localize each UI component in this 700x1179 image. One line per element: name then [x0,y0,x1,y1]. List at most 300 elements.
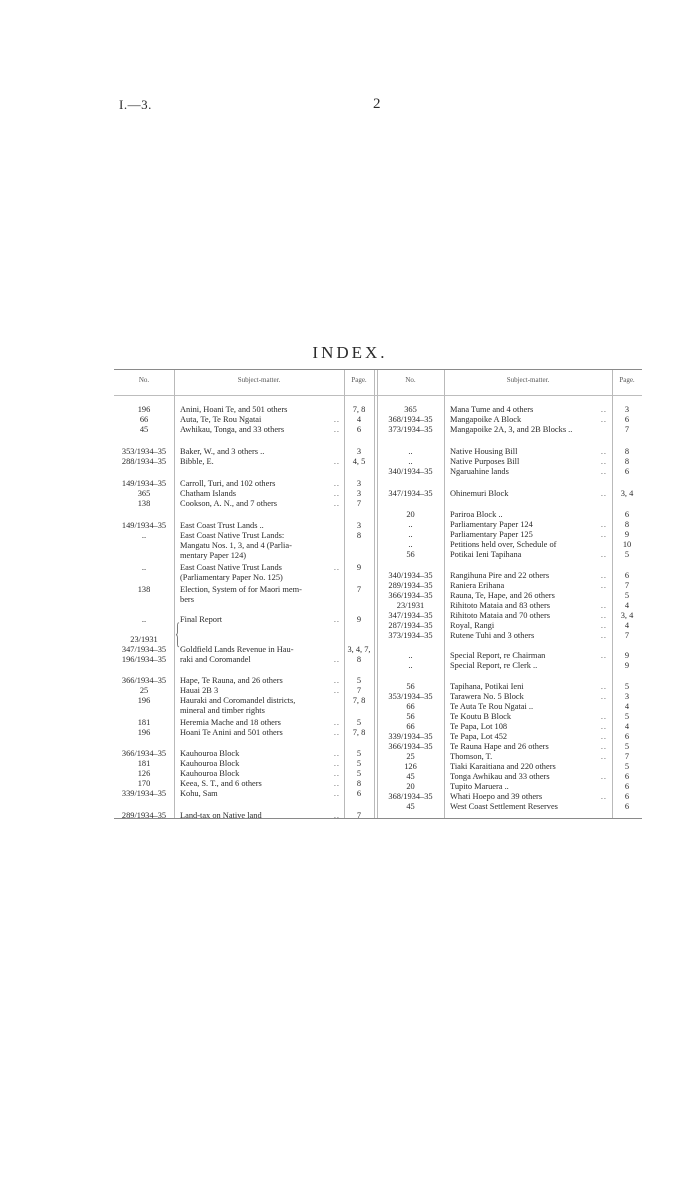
entry-subject: Te Rauna Hape and 26 others [450,742,549,751]
entry-page: 3, 4, 7, [347,645,371,654]
leader-dots: .. [600,520,607,529]
entry-number: .. [408,661,413,670]
index-entry [377,415,642,425]
index-entry [114,779,374,789]
entry-page: 5 [624,682,630,691]
entry-subject: Final Report [180,615,223,624]
leader-dots: .. [600,732,607,741]
leader-dots: .. [600,611,607,620]
entry-number: .. [141,563,147,572]
index-entry [377,762,642,772]
leader-dots: .. [600,631,607,640]
entry-subject: Native Purposes Bill [450,457,520,466]
entry-page: 8 [624,520,630,529]
index-entry [114,696,374,706]
entry-subject: Parliamentary Paper 125 [450,530,533,539]
leader-dots: .. [600,467,607,476]
entry-number: 373/1934–35 [388,425,433,434]
index-entry [377,732,642,742]
leader-dots: .. [333,769,340,778]
entry-page: 5 [624,550,630,559]
index-entry [377,510,642,520]
entry-number: 353/1934–35 [121,447,167,456]
index-entry [114,489,374,499]
entry-number: 45 [406,802,415,811]
entry-page: 7 [356,811,362,820]
index-entry [114,499,374,509]
entry-number: 287/1934–35 [388,621,433,630]
column-header-no: No. [405,376,416,384]
header-page-number: 2 [373,96,381,112]
entry-page: 3 [624,692,630,701]
entry-number: 288/1934–35 [121,457,167,466]
entry-subject: Kohu, Sam [180,789,218,798]
entry-subject: Rihitoto Mataia and 83 others [450,601,551,610]
leader-dots: .. [600,792,607,801]
leader-dots: .. [600,601,607,610]
index-entry [114,415,374,425]
entry-subject: Land-tax on Native land [180,811,262,820]
index-entry [377,611,642,621]
entry-number: 25 [406,752,415,761]
index-entry [377,752,642,762]
entry-subject: Hape, Te Rauna, and 26 others [180,676,283,685]
entry-page: 8 [624,447,630,456]
entry-page: 4, 5 [352,457,366,466]
entry-number: 366/1934–35 [388,742,433,751]
index-entry [114,686,374,696]
leader-dots: .. [600,722,607,731]
entry-subject: West Coast Settlement Reserves [450,802,558,811]
leader-dots: .. [600,489,607,498]
entry-page: 7 [624,425,630,434]
index-entry [114,811,374,821]
entry-number: 23/1931 [130,635,158,644]
leader-dots: .. [600,447,607,456]
index-entry [377,742,642,752]
entry-page: 10 [622,540,632,549]
entry-subject: (Parliamentary Paper No. 125) [180,573,283,582]
column-header-page: Page. [351,376,367,384]
index-title: INDEX. [312,343,388,362]
index-entry [377,772,642,782]
entry-page: 6 [624,415,630,424]
leader-dots: .. [333,489,340,498]
index-entry [114,405,374,415]
entry-page: 5 [624,762,630,771]
entry-subject: Anini, Hoani Te, and 501 others [180,405,288,414]
index-entry [114,635,374,645]
entry-subject: Tupito Maruera .. [450,782,509,791]
entry-number: 181 [137,759,151,768]
index-entry [114,425,374,435]
leader-dots: .. [333,563,340,572]
entry-subject: Te Papa, Lot 452 [450,732,508,741]
entry-number: .. [141,531,147,540]
entry-number: 347/1934–35 [121,645,167,654]
entry-number: 66 [406,702,415,711]
entry-subject: Kauhouroa Block [180,759,240,768]
index-entry [114,521,374,531]
entry-subject: mineral and timber rights [180,706,265,715]
entry-page: 3 [356,479,362,488]
entry-page: 5 [624,712,630,721]
entry-subject: Mangapoike 2A, 3, and 2B Blocks .. [450,425,573,434]
index-entry [114,655,374,665]
leader-dots: .. [333,479,340,488]
entry-page: 6 [624,772,630,781]
entry-number: 56 [406,682,415,691]
index-entry [377,621,642,631]
entry-subject: Rutene Tuhi and 3 others [450,631,535,640]
entry-subject: Mangapoike A Block [450,415,522,424]
entry-subject: Tapihana, Potikai Ieni [450,682,524,691]
entry-page: 6 [624,467,630,476]
leader-dots: .. [600,772,607,781]
leader-dots: .. [333,779,340,788]
entry-subject: Thomson, T. [450,752,493,761]
entry-subject: Chatham Islands [180,489,237,498]
entry-subject: Tonga Awhikau and 33 others [450,772,550,781]
index-entry [377,802,642,812]
index-entry [377,712,642,722]
entry-subject: Mana Tume and 4 others [450,405,534,414]
leader-dots: .. [600,405,607,414]
entry-page: 4 [624,621,630,630]
entry-number: 126 [404,762,417,771]
entry-page: 4 [624,722,630,731]
entry-page: 5 [356,759,362,768]
entry-number: 66 [139,415,149,424]
entry-page: 3 [624,405,630,414]
entry-subject: Bibble, E. [180,457,214,466]
entry-page: 7, 8 [352,696,366,705]
index-entry [377,782,642,792]
entry-number: 25 [139,686,149,695]
entry-page: 7, 8 [352,405,366,414]
entry-page: 3, 4 [620,611,634,620]
index-entry [114,789,374,799]
entry-subject: Potikai Ieni Tapihana [450,550,522,559]
entry-number: 373/1934–35 [388,631,433,640]
index-entry [377,591,642,601]
entry-number: 347/1934–35 [388,611,433,620]
index-entry [114,676,374,686]
entry-page: 8 [356,531,362,540]
leader-dots: .. [600,692,607,701]
entry-subject: Te Auta Te Rou Ngatai .. [450,702,534,711]
leader-dots: .. [333,425,340,434]
index-entry [114,759,374,769]
index-entry [114,551,374,561]
index-entry [377,530,642,540]
entry-page: 7 [356,585,362,594]
index-entry [377,661,642,671]
entry-number: 196 [137,405,151,414]
entry-subject: mentary Paper 124) [180,551,247,560]
entry-number: 353/1934–35 [388,692,433,701]
entry-number: 365 [404,405,417,414]
entry-subject: Kauhouroa Block [180,749,240,758]
entry-page: 3 [356,521,362,530]
header-doc-ref: I.—3. [119,97,152,112]
index-entry [114,645,374,655]
entry-number: 366/1934–35 [388,591,433,600]
index-entry [114,563,374,573]
index-entry [377,550,642,560]
entry-subject: Awhikau, Tonga, and 33 others [180,425,285,434]
entry-number: 289/1934–35 [121,811,167,820]
entry-number: 196 [137,728,151,737]
entry-subject: East Coast Trust Lands .. [180,521,264,530]
entry-subject: Hauraki and Coromandel districts, [180,696,296,705]
leader-dots: .. [333,457,340,466]
entry-number: 66 [406,722,415,731]
index-entry [114,706,374,716]
leader-dots: .. [600,571,607,580]
entry-subject: Rangihuna Pire and 22 others [450,571,550,580]
entry-page: 9 [356,615,362,624]
index-entry [377,425,642,435]
entry-page: 3, 4 [620,489,634,498]
entry-number: 196/1934–35 [121,655,167,664]
entry-page: 6 [624,782,630,791]
entry-subject: Auta, Te, Te Rou Ngatai [180,415,262,424]
entry-page: 6 [356,789,362,798]
entry-subject: Petitions held over, Schedule of [450,540,557,549]
index-entry [377,489,642,499]
table-header-rule [114,395,642,396]
index-entry [114,541,374,551]
entry-subject: Ngaruahine lands [450,467,509,476]
entry-subject: Rihitoto Mataia and 70 others [450,611,551,620]
entry-page: 5 [356,749,362,758]
entry-number: 45 [406,772,415,781]
entry-page: 6 [624,571,630,580]
entry-page: 3 [356,447,362,456]
leader-dots: .. [600,581,607,590]
leader-dots: .. [600,742,607,751]
leader-dots: .. [600,682,607,691]
entry-subject: Special Report, re Clerk .. [450,661,538,670]
entry-subject: Native Housing Bill [450,447,518,456]
index-entry [377,457,642,467]
entry-subject: Mangatu Nos. 1, 3, and 4 (Parlia- [180,541,292,550]
index-entry [114,531,374,541]
index-entry [377,405,642,415]
entry-subject: Carroll, Turi, and 102 others [180,479,276,488]
entry-subject: East Coast Native Trust Lands: [180,531,285,540]
entry-page: 8 [356,779,362,788]
entry-number: 126 [137,769,151,778]
leader-dots: .. [600,712,607,721]
entry-subject: Whati Hoepo and 39 others [450,792,543,801]
entry-page: 4 [624,702,630,711]
entry-page: 6 [356,425,362,434]
entry-subject: Rauna, Te, Hape, and 26 others [450,591,555,600]
entry-subject: Baker, W., and 3 others .. [180,447,265,456]
entry-number: 339/1934–35 [388,732,433,741]
entry-number: .. [408,651,413,660]
entry-number: 138 [137,585,151,594]
index-entry [114,573,374,583]
index-entry [114,447,374,457]
entry-page: 6 [624,802,630,811]
index-entry [377,467,642,477]
entry-page: 4 [624,601,630,610]
entry-page: 5 [624,591,630,600]
entry-subject: Heremia Mache and 18 others [180,718,281,727]
index-entry [114,769,374,779]
entry-number: 45 [139,425,149,434]
entry-page: 9 [624,661,630,670]
leader-dots: .. [333,655,340,664]
entry-page: 3 [356,489,362,498]
leader-dots: .. [333,718,340,727]
index-entry [377,692,642,702]
entry-number: 366/1934–35 [121,676,167,685]
entry-page: 5 [356,769,362,778]
entry-number: 149/1934–35 [121,479,167,488]
entry-page: 5 [624,742,630,751]
entry-subject: Tarawera No. 5 Block [450,692,524,701]
entry-number: .. [408,457,413,466]
entry-page: 8 [624,457,630,466]
entry-page: 4 [356,415,362,424]
entry-subject: Te Papa, Lot 108 [450,722,508,731]
index-entry [377,651,642,661]
leader-dots: .. [333,789,340,798]
leader-dots: .. [333,615,340,624]
column-header-page: Page. [619,376,635,384]
entry-number: 347/1934–35 [388,489,433,498]
entry-number: 149/1934–35 [121,521,167,530]
entry-page: 9 [356,563,362,572]
entry-number: 20 [406,782,415,791]
entry-number: 340/1934–35 [388,571,433,580]
entry-subject: Goldfield Lands Revenue in Hau- [180,645,294,654]
entry-number: 20 [406,510,415,519]
entry-subject: Keea, S. T., and 6 others [180,779,262,788]
index-entry [377,520,642,530]
entry-page: 6 [624,510,630,519]
index-entry [377,540,642,550]
entry-page: 6 [624,792,630,801]
index-entry [114,615,374,625]
entry-number: 170 [137,779,151,788]
entry-number: .. [408,540,413,549]
entry-subject: Te Koutu B Block [450,712,512,721]
entry-number: 181 [137,718,151,727]
entry-page: 7 [356,686,362,695]
entry-page: 5 [356,676,362,685]
index-entry [114,718,374,728]
entry-subject: Raniera Erihana [450,581,505,590]
entry-subject: Cookson, A. N., and 7 others [180,499,278,508]
entry-subject: Kauhouroa Block [180,769,240,778]
entry-number: 56 [406,550,415,559]
entry-number: 289/1934–35 [388,581,433,590]
index-entry [114,585,374,595]
leader-dots: .. [333,499,340,508]
index-entry [377,631,642,641]
entry-page: 6 [624,732,630,741]
entry-subject: Election, System of for Maori mem- [180,585,302,594]
entry-number: 138 [137,499,151,508]
index-entry [114,728,374,738]
entry-number: 339/1934–35 [121,789,167,798]
entry-subject: raki and Coromandel [180,655,251,664]
entry-page: 9 [624,530,630,539]
entry-number: 368/1934–35 [388,792,433,801]
leader-dots: .. [600,550,607,559]
entry-page: 7 [356,499,362,508]
entry-number: 23/1931 [396,601,425,610]
entry-page: 7 [624,631,630,640]
index-entry [377,601,642,611]
entry-page: 5 [356,718,362,727]
entry-number: 365 [137,489,151,498]
entry-subject: Royal, Rangi [450,621,495,630]
entry-subject: Tiaki Karaitiana and 220 others [450,762,556,771]
entry-subject: Parliamentary Paper 124 [450,520,533,529]
index-entry [377,702,642,712]
column-header-no: No. [138,376,150,384]
entry-subject: bers [180,595,194,604]
index-entry [377,722,642,732]
index-entry [114,595,374,605]
column-divider [374,370,375,818]
entry-subject: Pariroa Block .. [450,510,503,519]
leader-dots: .. [600,415,607,424]
column-header-subject: Subject-matter. [506,376,550,384]
entry-number: .. [408,447,413,456]
index-entry [377,682,642,692]
entry-number: .. [408,530,413,539]
leader-dots: .. [333,811,340,820]
entry-number: 196 [137,696,151,705]
entry-subject: Hoani Te Anini and 501 others [180,728,283,737]
entry-number: .. [408,520,413,529]
brace-mark: { [175,617,181,650]
table-top-rule [114,369,642,370]
entry-page: 7 [624,752,630,761]
entry-subject: East Coast Native Trust Lands [180,563,282,572]
entry-number: 56 [406,712,415,721]
entry-subject: Ohinemuri Block [450,489,509,498]
index-entry [377,571,642,581]
entry-subject: Hauai 2B 3 [180,686,219,695]
leader-dots: .. [600,530,607,539]
entry-number: 340/1934–35 [388,467,433,476]
index-entry [377,447,642,457]
entry-number: 368/1934–35 [388,415,433,424]
index-entry [114,749,374,759]
entry-page: 9 [624,651,630,660]
index-entry [377,581,642,591]
leader-dots: .. [600,457,607,466]
leader-dots: .. [333,686,340,695]
index-entry [377,792,642,802]
entry-page: 7, 8 [352,728,366,737]
leader-dots: .. [600,621,607,630]
index-entry [114,457,374,467]
leader-dots: .. [333,415,340,424]
entry-number: .. [141,615,147,624]
leader-dots: .. [600,752,607,761]
leader-dots: .. [333,676,340,685]
index-entry [114,479,374,489]
